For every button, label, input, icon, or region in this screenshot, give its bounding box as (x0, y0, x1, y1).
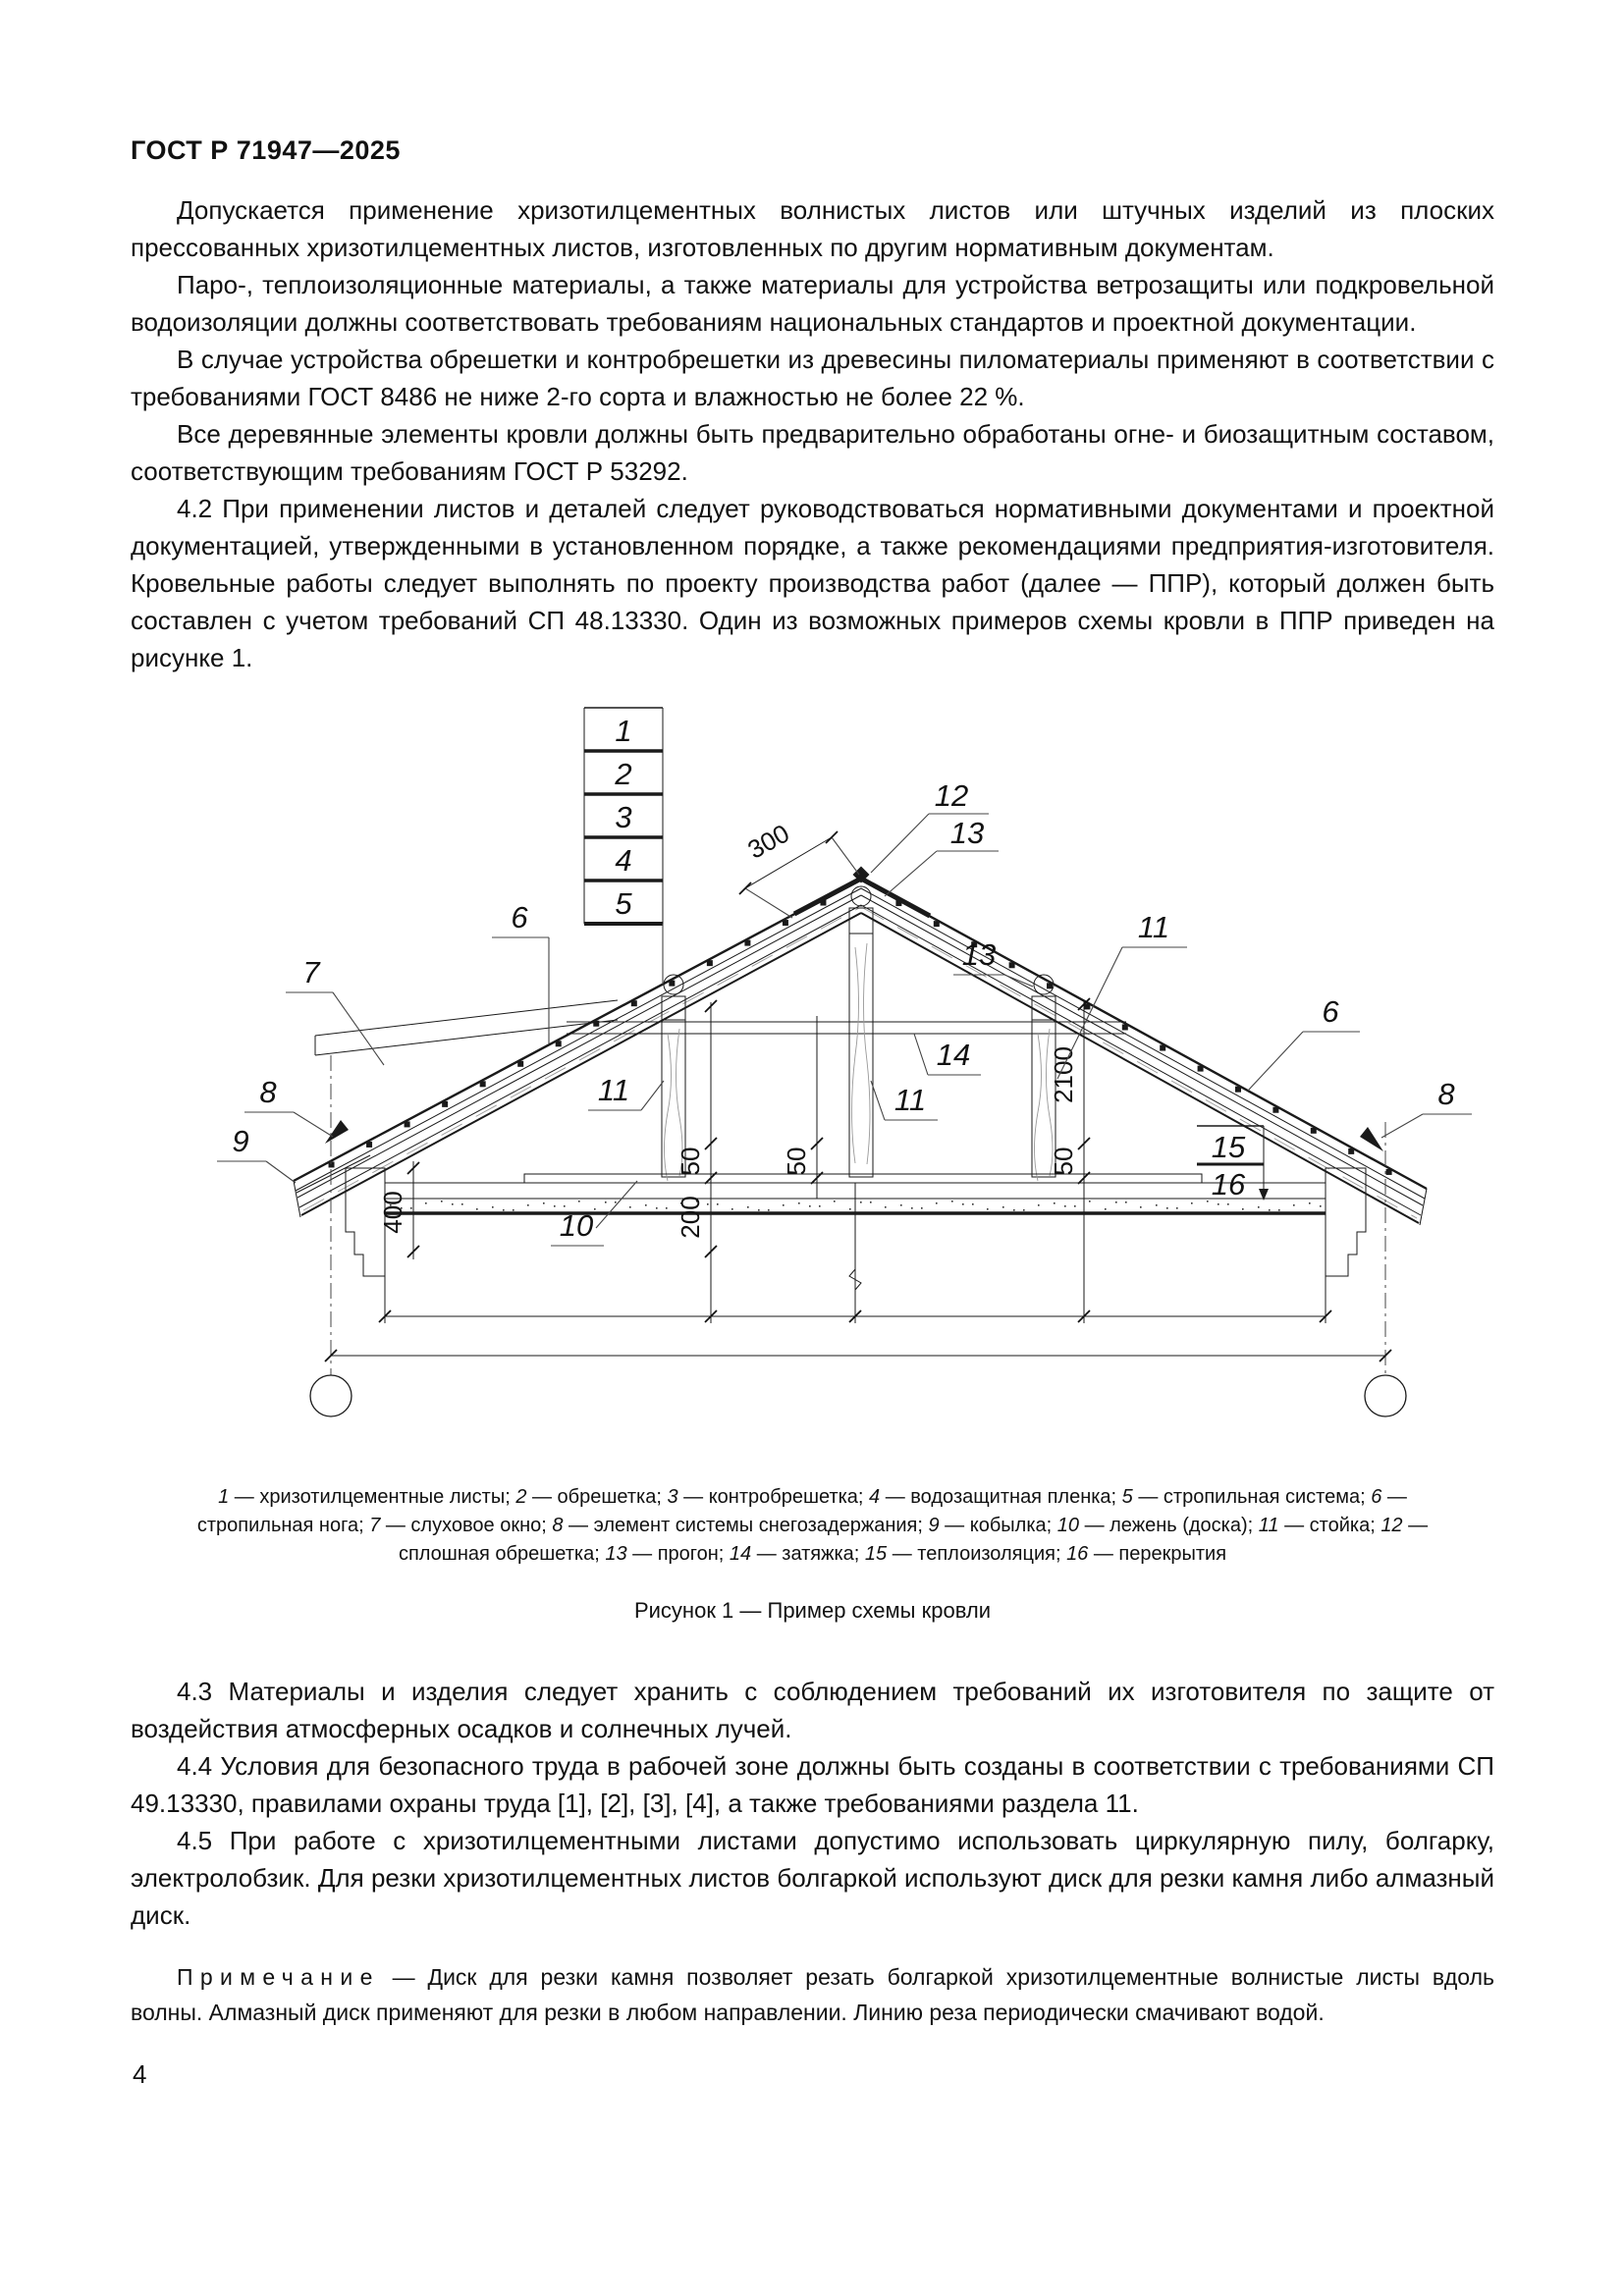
paragraph: В случае устройства обрешетки и контробрешетки из древесины пиломатериалы применяют в соответствии с требованиями ГОСТ 8486 не ниже 2-го сорта и влажностью не более 22 %. (131, 345, 1494, 411)
layer-label-1: 1 (615, 714, 632, 748)
legend-number: 10 (1056, 1515, 1080, 1536)
legend-number: 13 (605, 1543, 627, 1565)
figure-callouts (217, 778, 1472, 1246)
note-text: — Диск для резки камня позволяет резать болгаркой хризотилцементные волнистые листы вдоль волны. Алмазный диск применяют для резки в любом направлении. Линию реза периодически смачивают водой. (131, 1964, 1495, 2025)
legend-number: 6 (1371, 1486, 1382, 1508)
axis-bubble-left (310, 1375, 352, 1416)
legend-number: 2 (515, 1486, 527, 1508)
callout-8-right: 8 (1437, 1077, 1455, 1111)
legend-number: 7 (369, 1515, 381, 1536)
dormer-window-board (315, 1000, 618, 1055)
callout-16: 16 (1211, 1167, 1246, 1201)
layer-stack (584, 708, 663, 985)
dim-50-center: 50 (782, 1147, 811, 1176)
legend-number: 9 (928, 1515, 940, 1536)
legend-number: 3 (667, 1486, 678, 1508)
roof-scheme-figure (156, 690, 1477, 1421)
dim-200: 200 (676, 1196, 705, 1239)
paragraph-4-2: 4.2 При применении листов и деталей следует руководствоваться нормативными документами и проектной документацией, утвержденными в установленном порядке, а также рекомендациями предприятия-изготовителя. Кровельные работы следует выполнять по проекту производства работ (далее — ППР), который должен быть составлен с учетом требований СП 48.13330. Один из возможных примеров схемы кровли в ППР приведен на рисунке 1. (131, 494, 1494, 672)
paragraph-4-4: 4.4 Условия для безопасного труда в рабочей зоне должны быть созданы в соответствии с требованиями СП 49.13330, правилами охраны труда [1], [2], [3], [4], а также требованиями раздела 11. (131, 1751, 1494, 1818)
axis-bubble-right (1365, 1375, 1406, 1416)
legend-number: 1 (218, 1486, 230, 1508)
figure-legend: 1 — хризотилцементные листы; 2 — обрешетка; 3 — контробрешетка; 4 — водозащитная пленка; 5 — стропильная система; 6 — стропильная нога; 7 — слуховое окно; 8 — элемент системы снегозадержания; 9 — кобылка; 10 — лежень (доска); 11 — стойка; 12 — сплошная обрешетка; 13 — прогон; 14 — затяжка; 15 — теплоизоляция; 16 — перекрытия (196, 1486, 1429, 1565)
legend-number: 5 (1121, 1486, 1133, 1508)
paragraph-4-3: 4.3 Материалы и изделия следует хранить с соблюдением требований их изготовителя по защите от воздействия атмосферных осадков и солнечных лучей. (131, 1677, 1494, 1743)
page-number: 4 (133, 2059, 147, 2089)
note-label: Примечание (177, 1964, 380, 1990)
document-designation: ГОСТ Р 71947—2025 (131, 135, 401, 165)
layer-label-3: 3 (615, 800, 632, 834)
dim-2100: 2100 (1049, 1046, 1078, 1103)
callout-11-left: 11 (597, 1073, 630, 1107)
callout-6-left: 6 (511, 900, 528, 934)
note (131, 1959, 1494, 2030)
paragraph: Допускается применение хризотилцементных волнистых листов или штучных изделий из плоских прессованных хризотилцементных листов, изготовленных по другим нормативным документам. (131, 195, 1494, 262)
lezhen-board (524, 1174, 1202, 1183)
callout-15: 15 (1211, 1130, 1246, 1164)
body-text-top (131, 191, 1494, 676)
callout-7: 7 (302, 955, 320, 989)
callout-9: 9 (232, 1124, 249, 1158)
callout-12: 12 (934, 778, 969, 813)
figure-caption: Рисунок 1 — Пример схемы кровли (633, 1598, 992, 1623)
body-text-bottom (131, 1673, 1494, 1934)
callout-11-right: 11 (1137, 910, 1170, 944)
dim-50-right: 50 (1049, 1147, 1078, 1176)
dim-50-left: 50 (676, 1147, 705, 1176)
callout-13-purlin: 13 (961, 937, 997, 972)
legend-number: 4 (869, 1486, 881, 1508)
roof-slopes (294, 867, 1427, 1225)
layer-label-4: 4 (615, 843, 632, 878)
legend-number: 16 (1066, 1543, 1089, 1565)
callout-11-center: 11 (893, 1083, 927, 1117)
dim-400: 400 (378, 1191, 407, 1234)
callout-8-left: 8 (259, 1075, 277, 1109)
legend-number: 8 (552, 1515, 564, 1536)
callout-13-ridge: 13 (949, 816, 985, 850)
axis-lines (310, 1055, 1406, 1416)
paragraph: Все деревянные элементы кровли должны быть предварительно обработаны огне- и биозащитным составом, соответствующим требованиям ГОСТ Р 53292. (131, 419, 1494, 486)
legend-number: 15 (864, 1543, 888, 1565)
paragraph-4-5: 4.5 При работе с хризотилцементными листами допустимо использовать циркулярную пилу, болгарку, электролобзик. Для резки хризотилцементных листов болгаркой используют диск для резки камня либо алмазный диск. (131, 1826, 1494, 1930)
legend-number: 14 (729, 1543, 752, 1565)
layer-label-5: 5 (615, 886, 632, 921)
layer-label-2: 2 (615, 757, 632, 791)
figure-1 (156, 690, 1494, 1426)
callout-14: 14 (936, 1038, 971, 1072)
callout-10: 10 (559, 1208, 594, 1243)
dim-300: 300 (742, 818, 794, 865)
paragraph: Паро-, теплоизоляционные материалы, а также материалы для устройства ветрозащиты или подкровельной водоизоляции должны соответствовать требованиям национальных стандартов и проектной документации. (131, 270, 1494, 337)
legend-number: 11 (1258, 1515, 1279, 1536)
callout-6-right: 6 (1322, 994, 1339, 1029)
legend-number: 12 (1380, 1515, 1403, 1536)
